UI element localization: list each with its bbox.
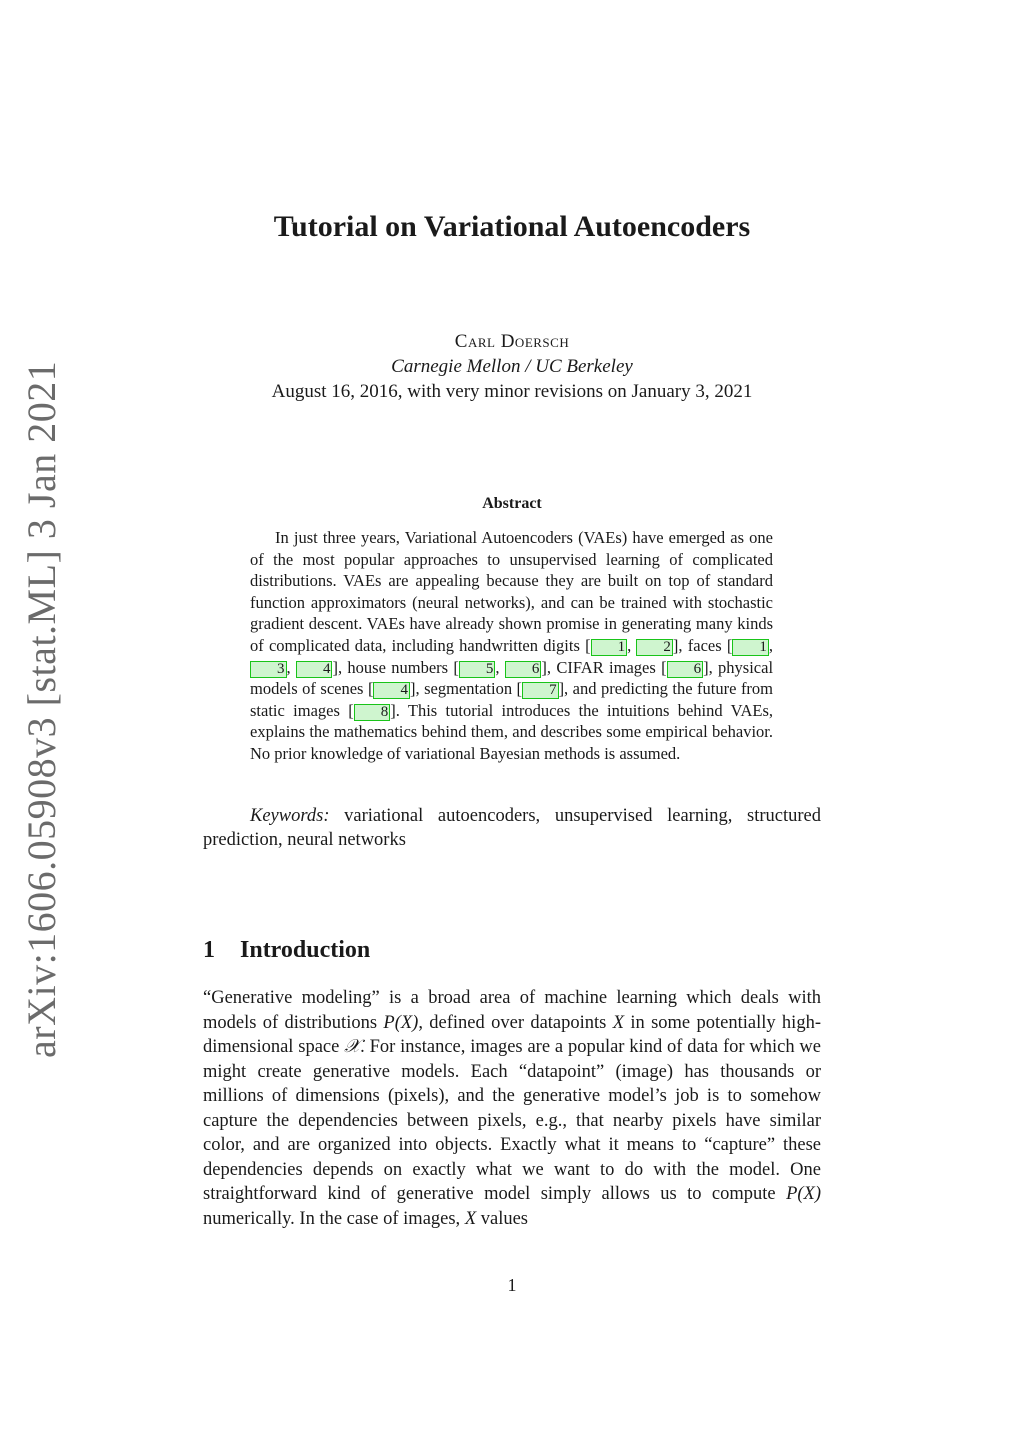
arxiv-identifier-stamp: arXiv:1606.05908v3 [stat.ML] 3 Jan 2021: [19, 360, 64, 1058]
paper-title: Tutorial on Variational Autoencoders: [273, 210, 751, 243]
citation-link[interactable]: 6: [667, 661, 704, 678]
introduction-paragraph: “Generative modeling” is a broad area of machine learning which deals with models of distributions P(X), defined over datapoints X in some potentially high-dimensional space 𝒳. For instance, images are a popular kind of data for which we might create generative models. Each “datapoint” (image) has thousands or millions of dimensions (pixels), and the generative model’s job is to somehow capture the dependencies between pixels, e.g., that nearby pixels have similar color, and are organized into objects. Exactly what it means to “capture” these dependencies depends on exactly what we want to do with the model. One straightforward kind of generative model simply allows us to compute P(X) numerically. In the case of images, X values: [203, 988, 821, 1229]
section-heading: [203, 937, 370, 964]
citation-link[interactable]: 5: [459, 661, 496, 678]
page-number: 1: [507, 1275, 517, 1295]
paper-date: August 16, 2016, with very minor revisions on January 3, 2021: [271, 381, 753, 402]
citation-link[interactable]: 8: [354, 704, 391, 721]
section-number: 1: [203, 937, 215, 963]
citation-link[interactable]: 7: [522, 682, 559, 699]
abstract-heading: Abstract: [482, 495, 542, 512]
keywords-label: Keywords:: [250, 806, 330, 826]
math-expression: X: [464, 1208, 477, 1229]
section-title: Introduction: [240, 937, 371, 963]
author-name: Carl Doersch: [454, 331, 570, 352]
keywords-text: variational autoencoders, unsupervised learning, structured prediction, neural networks: [203, 806, 821, 850]
citation-link[interactable]: 3: [250, 661, 287, 678]
math-expression: X: [612, 1012, 625, 1033]
keywords: [203, 804, 821, 852]
citation-link[interactable]: 4: [296, 661, 333, 678]
math-expression: P(X): [786, 1184, 821, 1204]
author-affiliation: Carnegie Mellon / UC Berkeley: [391, 356, 633, 377]
citation-link[interactable]: 6: [505, 661, 542, 678]
math-expression: 𝒳: [344, 1037, 361, 1057]
citation-link[interactable]: 4: [373, 682, 410, 699]
math-expression: P(X): [383, 1012, 419, 1033]
citation-link[interactable]: 1: [732, 639, 769, 656]
abstract-body: In just three years, Variational Autoencoders (VAEs) have emerged as one of the most popular approaches to unsupervised learning of complicated distributions. VAEs are appealing because they are built on top of standard function approximators (neural networks), and can be trained with stochastic gradient descent. VAEs have already shown promise in generating many kinds of complicated data, including handwritten digits [ 1 , 2 ], faces [ 1 , 3 , 4 ], house numbers [ 5 , 6 ], CIFAR images [ 6 ], physical models of scenes [ 4 ], segmentation [ 7 ], and predicting the future from static images [ 8 ]. This tutorial introduces the intuitions behind VAEs, explains the mathematics behind them, and describes some empirical behavior. No prior knowledge of variational Bayesian methods is assumed.: [250, 528, 774, 763]
citation-link[interactable]: 1: [591, 639, 628, 656]
citation-link[interactable]: 2: [636, 639, 673, 656]
